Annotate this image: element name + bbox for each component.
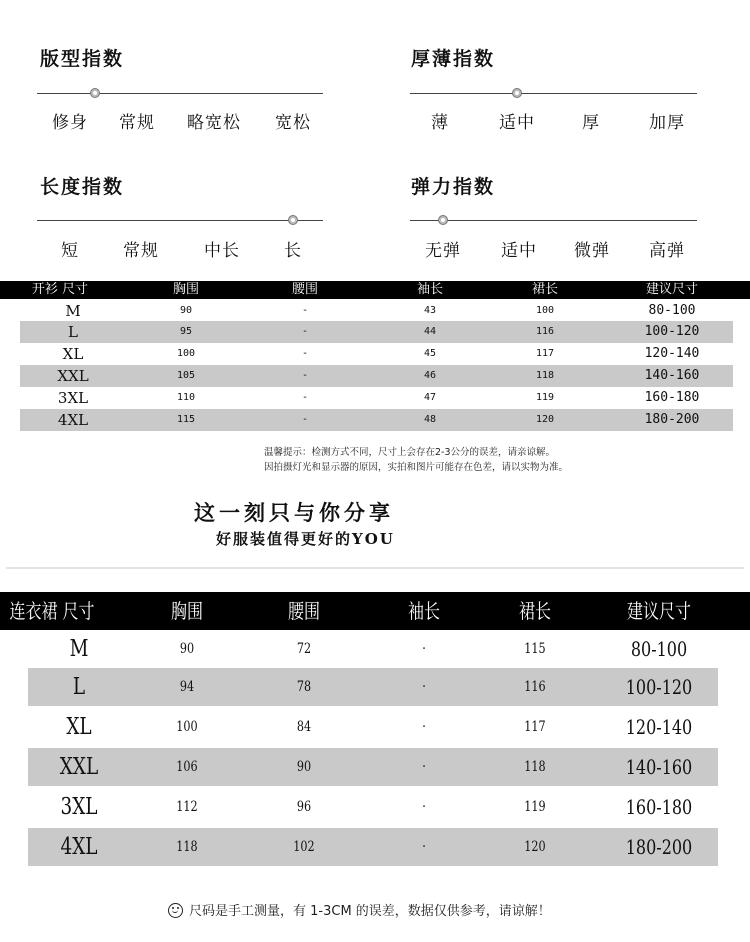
table-cell: 119 <box>535 392 555 403</box>
index-title: 版型指数 <box>40 48 125 70</box>
table-cell: 80-100 <box>648 303 696 318</box>
index-scale-line <box>410 220 697 221</box>
table-cell: L <box>72 674 86 700</box>
table-cell: 48 <box>423 414 437 425</box>
index-scale-label: 厚 <box>582 113 600 133</box>
table-cell: · <box>422 679 426 695</box>
section-divider <box>6 567 744 569</box>
table-cell: 72 <box>296 641 312 657</box>
table-cell: M <box>65 302 81 320</box>
index-scale-label: 修身 <box>52 113 88 133</box>
table-cell: 140-160 <box>625 755 693 779</box>
table-row <box>28 828 718 866</box>
table-cell: 102 <box>293 839 315 855</box>
index-scale-label: 短 <box>61 241 79 261</box>
header-size: 连衣裙 尺寸 <box>9 599 95 623</box>
table-row <box>28 668 718 706</box>
index-scale-label: 中长 <box>204 241 240 261</box>
table-cell: - <box>301 326 309 337</box>
header-size: 开衫 尺寸 <box>31 282 89 297</box>
header-waist: 腰围 <box>291 282 319 297</box>
table-cell: 43 <box>423 305 437 316</box>
table-cell: - <box>301 392 309 403</box>
table-cell: XL <box>62 345 84 363</box>
table-cell: XXL <box>59 754 99 780</box>
table-cell: 80-100 <box>630 637 688 661</box>
table-cell: 46 <box>423 370 437 381</box>
table-cell: XL <box>66 714 92 740</box>
index-scale-label: 微弹 <box>574 241 610 261</box>
table-cell: 100-120 <box>625 675 693 699</box>
table-cell: · <box>422 641 426 657</box>
table-cell: 118 <box>524 759 546 775</box>
table-cell: 3XL <box>60 794 98 820</box>
table-cell: 118 <box>176 839 198 855</box>
table-cell: · <box>422 759 426 775</box>
table-cell: XXL <box>57 367 89 385</box>
table-cell: 119 <box>524 799 546 815</box>
index-scale-label: 高弹 <box>649 241 685 261</box>
table-cell: 115 <box>176 414 196 425</box>
header-length: 裙长 <box>531 282 559 297</box>
slogan-line-1: 这一刻只与你分享 <box>194 500 394 525</box>
index-scale-label: 长 <box>284 241 302 261</box>
table-cell: L <box>68 323 78 341</box>
index-scale-line <box>37 93 323 94</box>
table-cell: 84 <box>296 719 312 735</box>
index-scale-label: 适中 <box>501 241 537 261</box>
header-sleeve: 袖长 <box>416 282 444 297</box>
table-cell: 100-120 <box>644 324 700 339</box>
table-cell: 90 <box>296 759 312 775</box>
table-row <box>20 343 733 365</box>
index-title: 弹力指数 <box>411 176 496 198</box>
smiley-icon <box>168 903 183 918</box>
index-indicator-dot <box>288 215 298 225</box>
table-cell: 116 <box>524 679 546 695</box>
header-sleeve: 袖长 <box>408 599 440 623</box>
index-scale-label: 无弹 <box>425 241 461 261</box>
table-cell: 4XL <box>57 411 89 429</box>
table-cell: 90 <box>179 641 195 657</box>
slogan-line-2: 好服装值得更好的YOU <box>216 530 395 548</box>
index-title: 长度指数 <box>40 176 125 198</box>
table-cell: 100 <box>176 348 196 359</box>
index-indicator-dot <box>90 88 100 98</box>
table-cell: 100 <box>176 719 198 735</box>
header-chest: 胸围 <box>171 599 203 623</box>
table-cell: 100 <box>535 305 555 316</box>
table-cell: 180-200 <box>625 835 693 859</box>
table-row <box>28 748 718 786</box>
table-cell: · <box>422 719 426 735</box>
table-cell: 116 <box>535 326 555 337</box>
table-cell: 160-180 <box>644 390 700 405</box>
table-cell: 120 <box>535 414 555 425</box>
table-cell: 115 <box>524 641 546 657</box>
table-cell: - <box>301 414 309 425</box>
table-row <box>28 708 718 746</box>
footer-text: 尺码是手工测量，有 1-3CM 的误差，数据仅供参考，请谅解！ <box>189 904 551 919</box>
index-indicator-dot <box>512 88 522 98</box>
table-cell: 112 <box>176 799 198 815</box>
header-recommended: 建议尺寸 <box>627 599 691 623</box>
table-cell: 120-140 <box>644 346 700 361</box>
index-scale-label: 略宽松 <box>187 113 241 133</box>
table-cell: 118 <box>535 370 555 381</box>
table-cell: · <box>422 839 426 855</box>
table-row <box>20 365 733 387</box>
table-cell: - <box>301 370 309 381</box>
table-cell: · <box>422 799 426 815</box>
table-row <box>20 321 733 343</box>
header-length: 裙长 <box>519 599 551 623</box>
table-row <box>20 300 733 322</box>
table-cell: 140-160 <box>644 368 700 383</box>
index-scale-label: 薄 <box>431 113 449 133</box>
index-indicator-dot <box>438 215 448 225</box>
index-scale-label: 加厚 <box>649 113 685 133</box>
table-cell: 96 <box>296 799 312 815</box>
index-scale-label: 宽松 <box>275 113 311 133</box>
table-cell: 120 <box>524 839 546 855</box>
table-cell: 47 <box>423 392 437 403</box>
header-recommended: 建议尺寸 <box>645 282 699 297</box>
dress-table-header <box>0 592 750 630</box>
table-cell: 45 <box>423 348 437 359</box>
table-cell: - <box>301 348 309 359</box>
table-cell: 180-200 <box>644 412 700 427</box>
tip-note-1: 温馨提示：检测方式不同，尺寸上会存在2-3公分的误差，请亲谅解。 <box>264 447 556 458</box>
table-row <box>28 788 718 826</box>
table-row <box>20 409 733 431</box>
table-cell: 94 <box>179 679 195 695</box>
table-row <box>20 387 733 409</box>
table-cell: 90 <box>179 305 193 316</box>
table-cell: 105 <box>176 370 196 381</box>
header-waist: 腰围 <box>288 599 320 623</box>
table-cell: M <box>69 636 89 662</box>
table-cell: 117 <box>535 348 555 359</box>
table-cell: 117 <box>524 719 546 735</box>
table-cell: 106 <box>176 759 198 775</box>
index-scale-label: 常规 <box>119 113 155 133</box>
table-cell: 44 <box>423 326 437 337</box>
index-title: 厚薄指数 <box>411 48 496 70</box>
index-scale-label: 适中 <box>499 113 535 133</box>
cardigan-table-header <box>0 281 750 299</box>
table-cell: 110 <box>176 392 196 403</box>
table-cell: 78 <box>296 679 312 695</box>
tip-note-2: 因拍摄灯光和显示器的原因，实拍和图片可能存在色差，请以实物为准。 <box>264 462 569 473</box>
table-cell: 160-180 <box>625 795 693 819</box>
table-cell: 3XL <box>57 389 89 407</box>
measurement-footer <box>168 900 551 919</box>
table-cell: 4XL <box>60 834 98 860</box>
index-scale-line <box>37 220 323 221</box>
index-scale-line <box>410 93 697 94</box>
index-scale-label: 常规 <box>123 241 159 261</box>
table-cell: 120-140 <box>625 715 693 739</box>
table-cell: 95 <box>179 326 193 337</box>
table-row <box>28 630 718 668</box>
table-cell: - <box>301 305 309 316</box>
header-chest: 胸围 <box>172 282 200 297</box>
